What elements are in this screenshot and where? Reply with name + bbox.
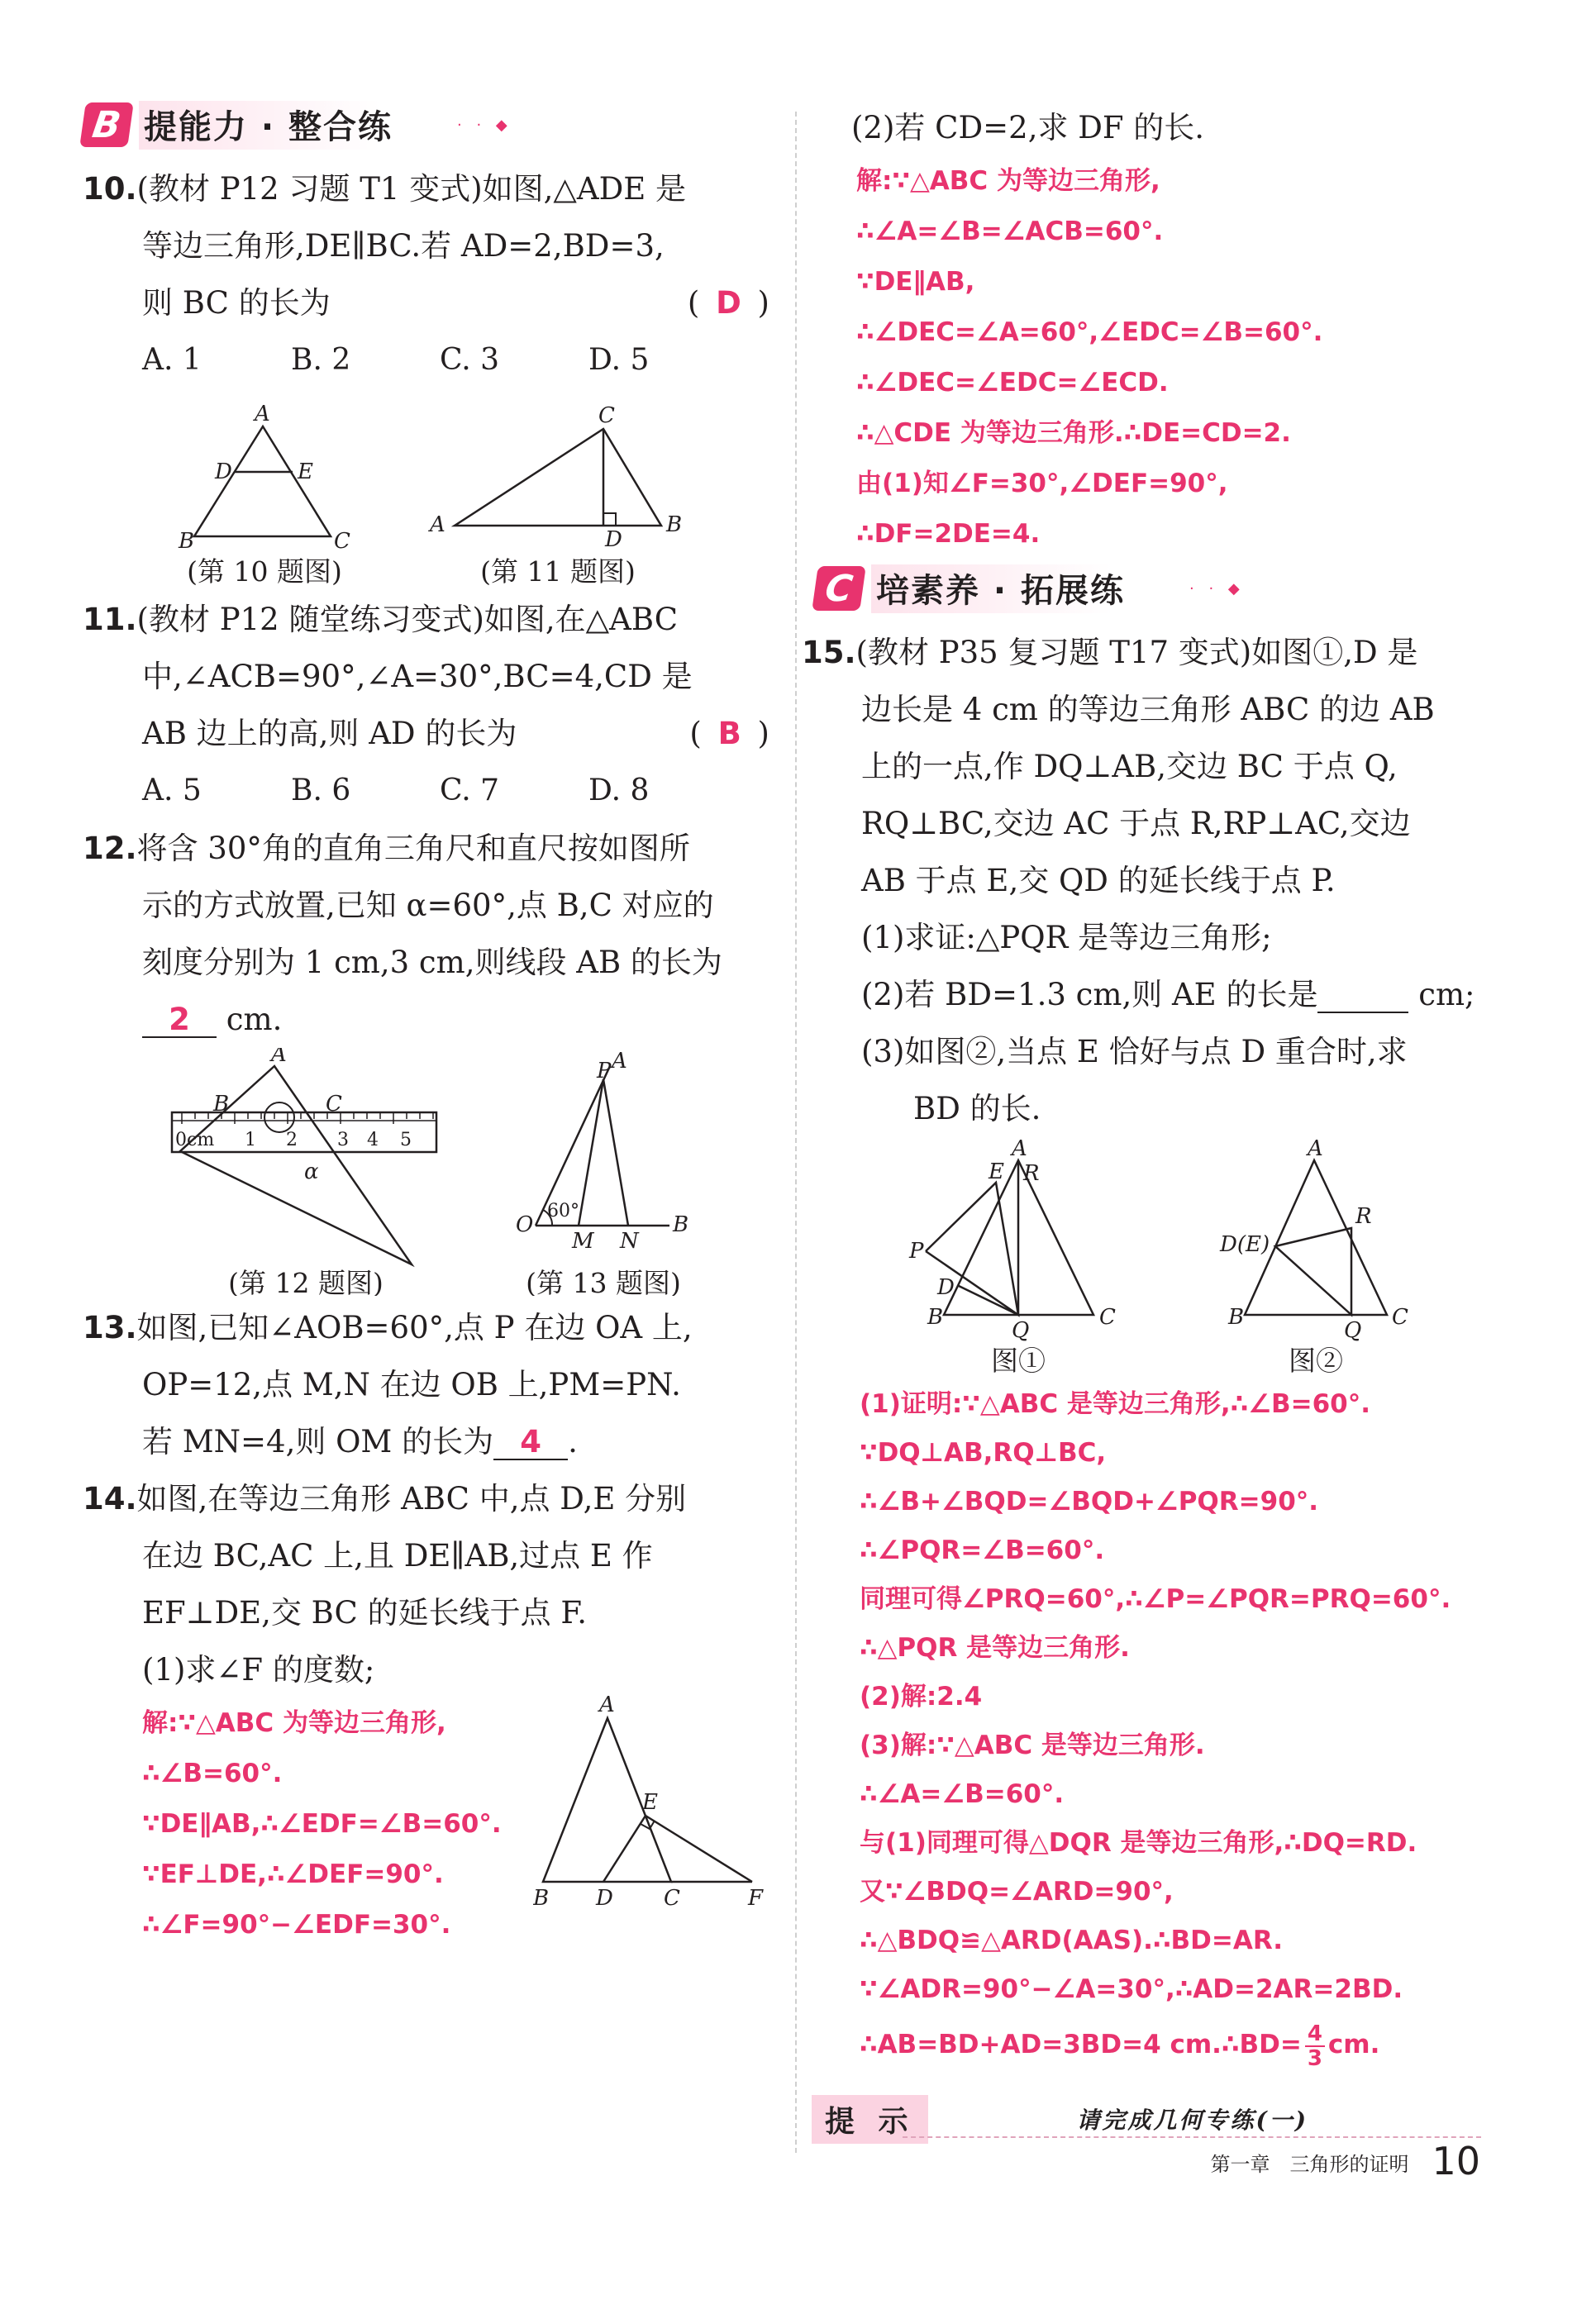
q15-figure-2-caption: 图② [1289, 1345, 1343, 1377]
q15-f2-label-q: Q [1344, 1318, 1362, 1343]
q15-sol-line9: ∴∠A=∠B=60°. [860, 1779, 1065, 1809]
q13-label-o: O [516, 1212, 534, 1237]
q10-number: 10. [83, 171, 137, 207]
q14-label-d: D [596, 1886, 613, 1907]
q13-angle-label: 60° [547, 1201, 579, 1221]
q13-label-n: N [620, 1229, 639, 1254]
q15-f2-label-a: A [1308, 1137, 1323, 1161]
q14-sol1-line2: ∴∠B=60°. [142, 1759, 283, 1788]
q10-line1: (教材 P12 习题 T1 变式)如图,△ADE 是 [136, 171, 687, 207]
q15-part3b: BD 的长. [913, 1091, 1041, 1126]
q14-line2: 在边 BC,AC 上,且 DE∥AB,过点 E 作 [142, 1538, 653, 1574]
figures-12-13 [83, 1048, 773, 1296]
q13-line3: 若 MN=4,则 OM 的长为 [142, 1424, 494, 1459]
q15-number: 15. [802, 635, 856, 670]
q14-solution-2 [835, 156, 1488, 559]
section-c-header [815, 563, 1488, 614]
q11-figure [455, 429, 661, 526]
question-12 [83, 820, 773, 1048]
page-number: 10 [1432, 2139, 1480, 2183]
q11-label-d: D [605, 527, 622, 552]
q14-part2-text: (2)若 CD=2,求 DF 的长. [851, 110, 1205, 145]
q13-label-m: M [572, 1229, 594, 1254]
q14-label-f: F [748, 1886, 764, 1907]
section-c-badge: C [812, 566, 866, 611]
q15-sol-line8: (3)解:∵△ABC 是等边三角形. [860, 1731, 1205, 1760]
section-c-dots: · · ◆ [1189, 579, 1245, 598]
q14-sol2-line6: ∴△CDE 为等边三角形.∴DE=CD=2. [856, 418, 1291, 448]
q15-f1-label-b: B [927, 1305, 944, 1330]
q15-f1-label-d: D [937, 1275, 955, 1300]
q15-part2: (2)若 BD=1.3 cm,则 AE 的长是 [861, 977, 1318, 1012]
q12-tick-2: 2 [286, 1130, 298, 1150]
q15-f1-label-a: A [1012, 1137, 1027, 1161]
q14-figure [533, 1692, 773, 1907]
q11-option-d: D. 8 [588, 774, 650, 807]
q11-options [83, 762, 773, 820]
q14-part1: (1)求∠F 的度数; [142, 1652, 375, 1688]
q11-option-a: A. 5 [142, 774, 202, 807]
q15-sol-last: ∴AB=BD+AD=3BD=4 cm.∴BD= [860, 2030, 1302, 2059]
q12-line2: 示的方式放置,已知 α=60°,点 B,C 对应的 [142, 888, 714, 923]
q11-answer-paren: ( B ) [689, 716, 773, 751]
q12-tick-1: 1 [245, 1130, 256, 1150]
q13-line3-end: . [568, 1424, 578, 1459]
q15-f1-label-p: P [909, 1239, 924, 1264]
q13-label-p: P [597, 1059, 612, 1083]
left-column [83, 99, 773, 1950]
q15-figures [835, 1137, 1488, 1377]
q13-line2: OP=12,点 M,N 在边 OB 上,PM=PN. [142, 1367, 681, 1402]
q12-answer: 2 [142, 1003, 217, 1038]
q11-label-b: B [666, 512, 683, 537]
q14-number: 14. [83, 1481, 137, 1516]
q15-f2-label-r: R [1355, 1204, 1372, 1229]
section-b-header [83, 99, 773, 150]
q15-sol-line6: ∴△PQR 是等边三角形. [860, 1633, 1130, 1663]
q10-figure-caption: (第 10 题图) [187, 555, 342, 588]
q15-part2-unit: cm; [1418, 977, 1475, 1012]
q11-figure-caption: (第 11 题图) [480, 555, 636, 588]
q15-part1: (1)求证:△PQR 是等边三角形; [861, 920, 1272, 955]
q15-line4: RQ⊥BC,交边 AC 于点 R,RP⊥AC,交边 [861, 806, 1411, 841]
question-15 [802, 624, 1488, 1137]
q15-part2-blank [1317, 978, 1408, 1013]
q15-part3a: (3)如图②,当点 E 恰好与点 D 重合时,求 [861, 1034, 1408, 1069]
q14-label-e: E [642, 1790, 658, 1815]
q14-sol2-line2: ∴∠A=∠B=∠ACB=60°. [856, 217, 1164, 246]
q12-figure-caption: (第 12 题图) [228, 1267, 384, 1296]
q15-frac-den: 3 [1307, 2045, 1322, 2071]
q10-label-a: A [255, 402, 270, 426]
q15-sol-line3: ∴∠B+∠BQD=∠BQD+∠PQR=90°. [860, 1487, 1319, 1516]
q14-sol2-line1: 解:∵△ABC 为等边三角形, [856, 166, 1160, 196]
q11-line1: (教材 P12 随堂练习变式)如图,在△ABC [136, 602, 679, 637]
q15-line3: 上的一点,作 DQ⊥AB,交边 BC 于点 Q, [861, 749, 1398, 784]
q10-label-d: D [215, 459, 232, 484]
q12-line1: 将含 30°角的直角三角尺和直尺按如图所 [136, 831, 690, 866]
q12-tick-5: 5 [400, 1130, 412, 1150]
q15-sol-line12: ∴△BDQ≌△ARD(AAS).∴BD=AR. [860, 1926, 1284, 1955]
q10-option-c: C. 3 [440, 343, 500, 377]
q14-sol2-line3: ∵DE∥AB, [856, 267, 975, 297]
q13-label-a: A [612, 1049, 627, 1074]
section-b-badge: B [79, 102, 134, 147]
q14-label-c: C [664, 1886, 680, 1907]
q14-sol1-line1: 解:∵△ABC 为等边三角形, [142, 1708, 446, 1738]
q12-figure [83, 1048, 436, 1264]
q15-line2: 边长是 4 cm 的等边三角形 ABC 的边 AB [861, 692, 1435, 727]
q12-tick-4: 4 [367, 1130, 379, 1150]
question-11 [83, 591, 773, 762]
question-13 [83, 1299, 773, 1470]
tip-underline [903, 2136, 1481, 2138]
q14-sol2-line7: 由(1)知∠F=30°,∠DEF=90°, [856, 469, 1228, 498]
q10-option-a: A. 1 [142, 343, 202, 377]
q13-number: 13. [83, 1310, 137, 1345]
q13-label-b: B [673, 1212, 689, 1237]
q15-f2-label-b: B [1228, 1305, 1245, 1330]
q15-sol-line5: 同理可得∠PRQ=60°,∴∠P=∠PQR=PRQ=60°. [860, 1584, 1451, 1614]
q14-part2 [835, 99, 1488, 156]
q15-f2-label-c: C [1392, 1305, 1408, 1330]
q14-sol1-line5: ∴∠F=90°−∠EDF=30°. [142, 1910, 451, 1940]
tip-text: 请完成几何专练(一) [1076, 2107, 1309, 2134]
q13-figure-caption: (第 13 题图) [526, 1267, 681, 1296]
q13-line1: 如图,已知∠AOB=60°,点 P 在边 OA 上, [136, 1310, 693, 1345]
q14-label-b: B [533, 1886, 550, 1907]
q12-unit: cm. [226, 1002, 283, 1037]
q12-line3: 刻度分别为 1 cm,3 cm,则线段 AB 的长为 [142, 945, 722, 980]
tip-bar [812, 2095, 1481, 2143]
q15-f1-label-r: R [1023, 1161, 1040, 1186]
q15-sol-line7: (2)解:2.4 [860, 1682, 983, 1712]
q11-answer: B [717, 716, 745, 751]
q14-sol2-line8: ∴DF=2DE=4. [856, 519, 1041, 549]
q14-sol2-line4: ∴∠DEC=∠A=60°,∠EDC=∠B=60°. [856, 317, 1323, 347]
q14-sol1-line3: ∵DE∥AB,∴∠EDF=∠B=60°. [142, 1809, 502, 1839]
q10-answer-paren: ( D ) [687, 285, 773, 321]
q10-answer: D [716, 285, 745, 321]
q14-solution-area [83, 1693, 773, 1950]
q15-fraction [1305, 2022, 1325, 2070]
page-footer [1210, 2139, 1480, 2183]
q14-line1: 如图,在等边三角形 ABC 中,点 D,E 分别 [136, 1481, 687, 1516]
figures-10-11 [83, 389, 773, 588]
section-b-title: 提能力 · 整合练 [139, 101, 407, 150]
q12-label-a: A [271, 1048, 287, 1067]
q10-line2: 等边三角形,DE∥BC.若 AD=2,BD=3, [142, 228, 665, 264]
q14-sol2-line5: ∴∠DEC=∠EDC=∠ECD. [856, 368, 1169, 398]
q14-sol1-line4: ∵EF⊥DE,∴∠DEF=90°. [142, 1859, 444, 1889]
chapter-title: 第一章 三角形的证明 [1210, 2153, 1409, 2176]
q15-sol-line11: 又∵∠BDQ=∠ARD=90°, [860, 1877, 1174, 1907]
q15-solution [835, 1380, 1488, 2070]
q11-option-c: C. 7 [440, 774, 500, 807]
q12-label-alpha: α [304, 1159, 319, 1184]
tip-label: 提 示 [812, 2095, 928, 2144]
q15-sol-line13: ∵∠ADR=90°−∠A=30°,∴AD=2AR=2BD. [860, 1974, 1403, 2004]
q15-line1: (教材 P35 复习题 T17 变式)如图①,D 是 [855, 635, 1418, 670]
q10-option-d: D. 5 [588, 343, 650, 377]
q11-label-a: A [430, 512, 445, 537]
q11-number: 11. [83, 602, 137, 637]
q15-f1-label-e: E [989, 1159, 1004, 1184]
question-14 [83, 1470, 773, 1698]
section-c-title: 培素养 · 拓展练 [871, 564, 1140, 613]
column-divider [795, 112, 797, 2153]
q15-sol-line10: 与(1)同理可得△DQR 是等边三角形,∴DQ=RD. [860, 1828, 1417, 1858]
q14-label-a: A [599, 1693, 615, 1717]
q15-frac-num: 4 [1305, 2022, 1325, 2047]
q11-line2: 中,∠ACB=90°,∠A=30°,BC=4,CD 是 [142, 659, 693, 694]
q12-tick-0: 0cm [175, 1130, 215, 1150]
q15-sol-line14 [860, 2021, 1488, 2070]
q10-options [83, 331, 773, 389]
q12-label-b: B [213, 1092, 230, 1117]
q12-tick-3: 3 [337, 1130, 349, 1150]
section-b-dots: · · ◆ [457, 116, 512, 134]
q10-line3: 则 BC 的长为 [142, 285, 331, 321]
q11-line3: AB 边上的高,则 AD 的长为 [142, 716, 517, 751]
q10-label-b: B [179, 529, 195, 554]
q12-number: 12. [83, 831, 137, 866]
q15-sol-line2: ∵DQ⊥AB,RQ⊥BC, [860, 1438, 1107, 1468]
right-column [802, 99, 1488, 2071]
q10-option-b: B. 2 [291, 343, 351, 377]
q10-label-e: E [298, 459, 313, 484]
q15-sol-line1: (1)证明:∵△ABC 是等边三角形,∴∠B=60°. [860, 1389, 1371, 1419]
q10-label-c: C [334, 529, 350, 554]
q14-line3: EF⊥DE,交 BC 的延长线于点 F. [142, 1595, 588, 1631]
q15-line5: AB 于点 E,交 QD 的延长线于点 P. [861, 863, 1336, 898]
q15-sol-line4: ∴∠PQR=∠B=60°. [860, 1536, 1105, 1565]
q11-label-c: C [598, 403, 615, 428]
q15-sol-unit: cm. [1327, 2030, 1380, 2059]
q13-answer: 4 [493, 1426, 568, 1460]
question-10 [83, 160, 773, 331]
q15-f2-label-de: D(E) [1220, 1232, 1270, 1257]
q15-figure-1-caption: 图① [991, 1345, 1046, 1377]
q15-f1-label-q: Q [1012, 1318, 1030, 1343]
q12-label-c: C [326, 1092, 342, 1117]
q11-option-b: B. 6 [291, 774, 351, 807]
q15-f1-label-c: C [1099, 1305, 1116, 1330]
